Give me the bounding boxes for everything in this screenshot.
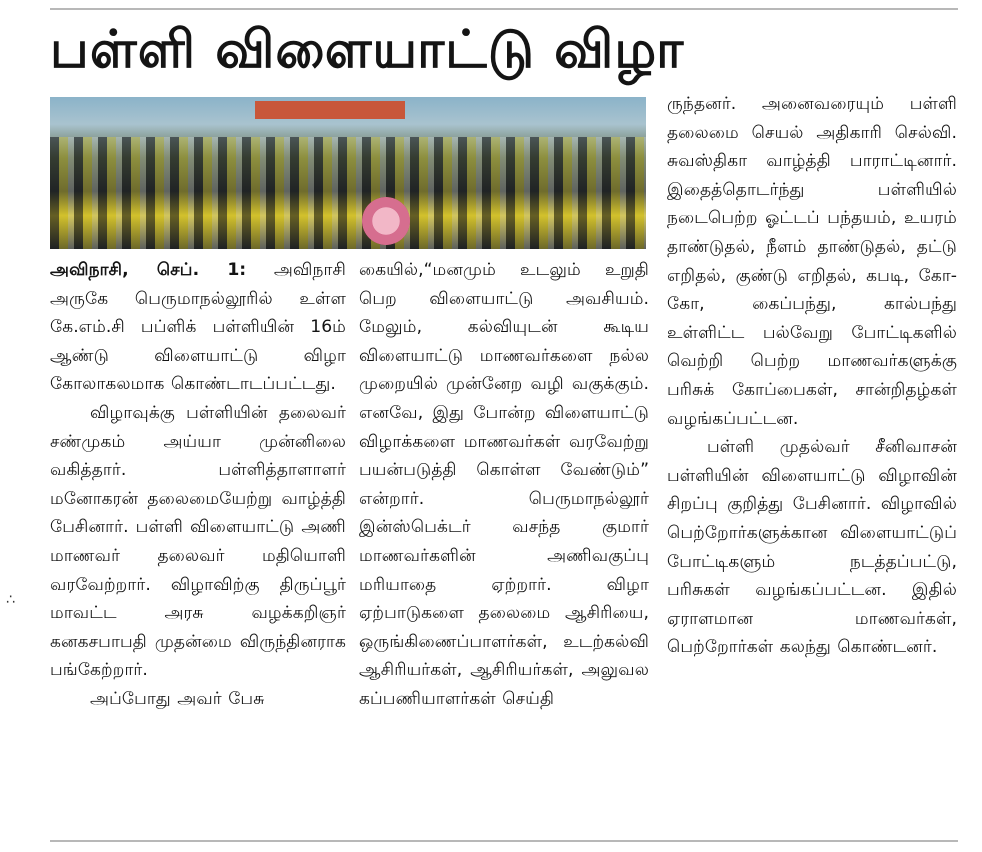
article-column-3: [667, 90, 957, 662]
photo-banner: [255, 101, 405, 119]
paragraph-4: கையில்,“மனமும் உடலும் உறுதி பெற விளையாட்டு அவசியம். மேலும், கல்வியுடன் கூடிய விளையாட்டு மாணவர்களை நல்ல முறையில் முன்னேற வழி வகுக்கும். எனவே, இது போன்ற விளையாட்டு விழாக்களை மாணவர்கள் வரவேற்று பயன்படுத்தி கொள்ள வேண்டும்” என்றார். பெருமாநல்லூர் இன்ஸ்பெக்டர் வசந்த குமார் மாணவர்களின் அணிவகுப்பு மரியாதை ஏற்றார். விழா ஏற்பாடுகளை தலைமை ஆசிரியை, ஒருங்கிணைப்பாளர்கள், உடற்கல்வி ஆசிரியர்கள், ஆசிரியர்கள், அலுவல கப்பணியாளர்கள் செய்தி: [359, 260, 649, 709]
article-column-2: [359, 256, 649, 714]
paragraph-5: ருந்தனர். அனைவரையும் பள்ளி தலைமை செயல் அதிகாரி செல்வி. சுவஸ்திகா வாழ்த்தி பாராட்டினார். இதைத்தொடர்ந்து பள்ளியில் நடைபெற்ற ஓட்டப் பந்தயம், உயரம் தாண்டுதல், நீளம் தாண்டுதல், தட்டு எறிதல், குண்டு எறிதல், கபடி, கோ- கோ, கைப்பந்து, கால்பந்து உள்ளிட்ட பல்வேறு போட்டிகளில் வெற்றி பெற்ற மாணவர்களுக்கு பரிசுக் கோப்பைகள், சான்றிதழ்கள் வழங்கப்பட்டன.: [667, 94, 957, 429]
trophy-shield: [362, 197, 410, 245]
bottom-rule: [50, 840, 958, 842]
paragraph-1: அவிநாசி அருகே பெருமாநல்லூரில் உள்ள கே.எம்.சி பப்ளிக் பள்ளியின் 16ம் ஆண்டு விளையாட்டு விழா கோலாகலமாக கொண்டாடப்பட்டது.: [50, 260, 346, 395]
news-photo: [50, 97, 646, 249]
paragraph-6: பள்ளி முதல்வர் சீனிவாசன் பள்ளியின் விளையாட்டு விழாவின் சிறப்பு குறித்து பேசினார். விழாவில் பெற்றோர்களுக்கான விளையாட்டுப் போட்டிகளும் நடத்தப்பட்டு, பரிசுகள் வழங்கப்பட்டன. இதில் ஏராளமான மாணவர்கள், பெற்றோர்கள் கலந்து கொண்டனர்.: [667, 437, 957, 658]
top-rule: [50, 8, 958, 10]
dateline: அவிநாசி, செப். 1:: [50, 260, 247, 280]
paragraph-3: அப்போது அவர் பேசு: [90, 688, 265, 709]
headline: பள்ளி விளையாட்டு விழா: [50, 20, 685, 80]
photo-crowd: [50, 137, 646, 249]
margin-mark: ∴: [6, 592, 15, 608]
paragraph-2: விழாவுக்கு பள்ளியின் தலைவர் சண்முகம் அய்யா முன்னிலை வகித்தார். பள்ளித்தாளாளர் மனோகரன் தலைமையேற்று வாழ்த்தி பேசினார். பள்ளி விளையாட்டு அணி மாணவர் தலைவர் மதியொளி வரவேற்றார். விழாவிற்கு திருப்பூர் மாவட்ட அரசு வழக்கறிஞர் கனகசபாபதி முதன்மை விருந்தினராக பங்கேற்றார்.: [50, 402, 346, 681]
article-column-1: [50, 256, 346, 714]
